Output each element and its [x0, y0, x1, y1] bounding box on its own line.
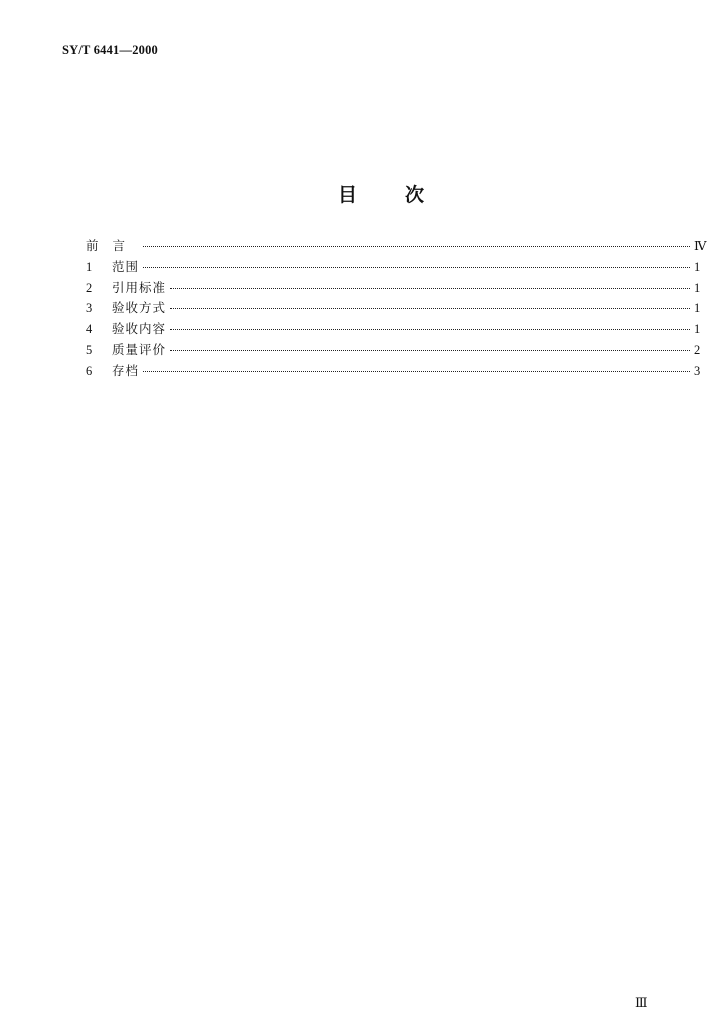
toc-entry-label: 存档 [112, 362, 140, 378]
toc-entry-number: 1 [86, 259, 93, 274]
toc-entry-quality-evaluation[interactable] [86, 340, 708, 361]
toc-entry-label: 验收方式 [112, 300, 167, 316]
toc-entry-number: 3 [86, 301, 93, 316]
toc-leader-dots [170, 288, 690, 289]
toc-leader-dots [170, 308, 690, 309]
toc-title [338, 180, 424, 207]
toc-entry-label: 验收内容 [112, 321, 167, 337]
toc-entry-archiving[interactable] [86, 361, 708, 382]
toc-entry-number: 5 [86, 342, 93, 357]
toc-entry-page: 1 [694, 322, 701, 337]
table-of-contents [86, 236, 708, 382]
toc-entry-references[interactable] [86, 278, 708, 299]
toc-entry-acceptance-content[interactable] [86, 319, 708, 340]
toc-title-char-1: 目 [338, 184, 358, 206]
toc-title-char-2: 次 [405, 184, 425, 206]
page-folio: Ⅲ [635, 995, 648, 1010]
toc-leader-dots [170, 329, 690, 330]
toc-entry-scope[interactable] [86, 257, 708, 278]
toc-entry-page: 3 [694, 363, 701, 378]
toc-entry-label: 前言 [86, 238, 140, 253]
toc-entry-label: 范围 [112, 258, 140, 274]
toc-entry-number: 2 [86, 280, 93, 295]
toc-entry-label: 引用标准 [112, 279, 167, 295]
toc-entry-page: 1 [694, 259, 701, 274]
toc-entry-label: 质量评价 [112, 341, 167, 357]
toc-entry-acceptance-method[interactable] [86, 298, 708, 319]
toc-entry-page: 2 [694, 342, 701, 357]
standard-code: SY/T 6441—2000 [62, 43, 158, 57]
toc-entry-number: 4 [86, 322, 93, 337]
toc-entry-page: Ⅳ [694, 239, 707, 253]
toc-leader-dots [143, 246, 690, 247]
toc-leader-dots [143, 267, 690, 268]
toc-leader-dots [170, 350, 690, 351]
toc-entry-page: 1 [694, 280, 701, 295]
toc-entry-number: 6 [86, 363, 93, 378]
toc-entry-page: 1 [694, 301, 701, 316]
toc-entry-preface[interactable] [86, 236, 708, 257]
toc-leader-dots [143, 371, 690, 372]
